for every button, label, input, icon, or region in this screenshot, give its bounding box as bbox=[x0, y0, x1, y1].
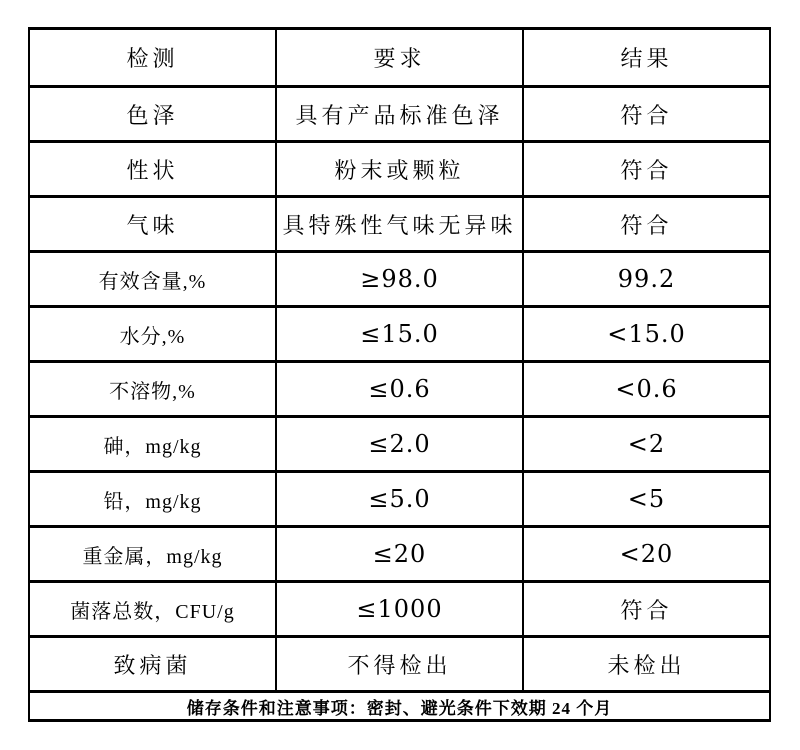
cell-test-name: 致病菌 bbox=[29, 637, 276, 692]
table-header-row bbox=[29, 29, 770, 87]
cell-result: 未检出 bbox=[523, 637, 770, 692]
cell-result: <2 bbox=[523, 417, 770, 472]
cell-requirement: ≤20 bbox=[276, 527, 523, 582]
cell-requirement: ≤0.6 bbox=[276, 362, 523, 417]
cell-result: <15.0 bbox=[523, 307, 770, 362]
cell-result: <5 bbox=[523, 472, 770, 527]
cell-result: <20 bbox=[523, 527, 770, 582]
cell-requirement: ≥98.0 bbox=[276, 252, 523, 307]
cell-requirement: 具有产品标准色泽 bbox=[276, 87, 523, 142]
inspection-table bbox=[28, 27, 771, 722]
cell-requirement: 不得检出 bbox=[276, 637, 523, 692]
table-row bbox=[29, 417, 770, 472]
cell-test-name: 砷，mg/kg bbox=[29, 417, 276, 472]
cell-test-name: 不溶物,% bbox=[29, 362, 276, 417]
cell-test-name: 铅，mg/kg bbox=[29, 472, 276, 527]
cell-requirement: 具特殊性气味无异味 bbox=[276, 197, 523, 252]
table-row bbox=[29, 582, 770, 637]
cell-requirement: 粉末或颗粒 bbox=[276, 142, 523, 197]
table-footer-row bbox=[29, 692, 770, 721]
table-row bbox=[29, 472, 770, 527]
cell-result: 99.2 bbox=[523, 252, 770, 307]
table-row bbox=[29, 637, 770, 692]
cell-result: <0.6 bbox=[523, 362, 770, 417]
table-row bbox=[29, 527, 770, 582]
header-cell-test: 检测 bbox=[29, 29, 276, 87]
cell-test-name: 有效含量,% bbox=[29, 252, 276, 307]
cell-requirement: ≤2.0 bbox=[276, 417, 523, 472]
cell-test-name: 水分,% bbox=[29, 307, 276, 362]
cell-result: 符合 bbox=[523, 142, 770, 197]
table-row bbox=[29, 362, 770, 417]
cell-result: 符合 bbox=[523, 197, 770, 252]
cell-test-name: 菌落总数，CFU/g bbox=[29, 582, 276, 637]
cell-requirement: ≤15.0 bbox=[276, 307, 523, 362]
cell-result: 符合 bbox=[523, 87, 770, 142]
cell-result: 符合 bbox=[523, 582, 770, 637]
storage-note: 储存条件和注意事项：密封、避光条件下效期 24 个月 bbox=[29, 692, 770, 721]
cell-requirement: ≤5.0 bbox=[276, 472, 523, 527]
table-row bbox=[29, 307, 770, 362]
cell-test-name: 性状 bbox=[29, 142, 276, 197]
table-row bbox=[29, 87, 770, 142]
table-row bbox=[29, 197, 770, 252]
cell-test-name: 气味 bbox=[29, 197, 276, 252]
cell-test-name: 色泽 bbox=[29, 87, 276, 142]
table-row bbox=[29, 142, 770, 197]
cell-requirement: ≤1000 bbox=[276, 582, 523, 637]
header-cell-requirement: 要求 bbox=[276, 29, 523, 87]
cell-test-name: 重金属，mg/kg bbox=[29, 527, 276, 582]
table-row bbox=[29, 252, 770, 307]
header-cell-result: 结果 bbox=[523, 29, 770, 87]
